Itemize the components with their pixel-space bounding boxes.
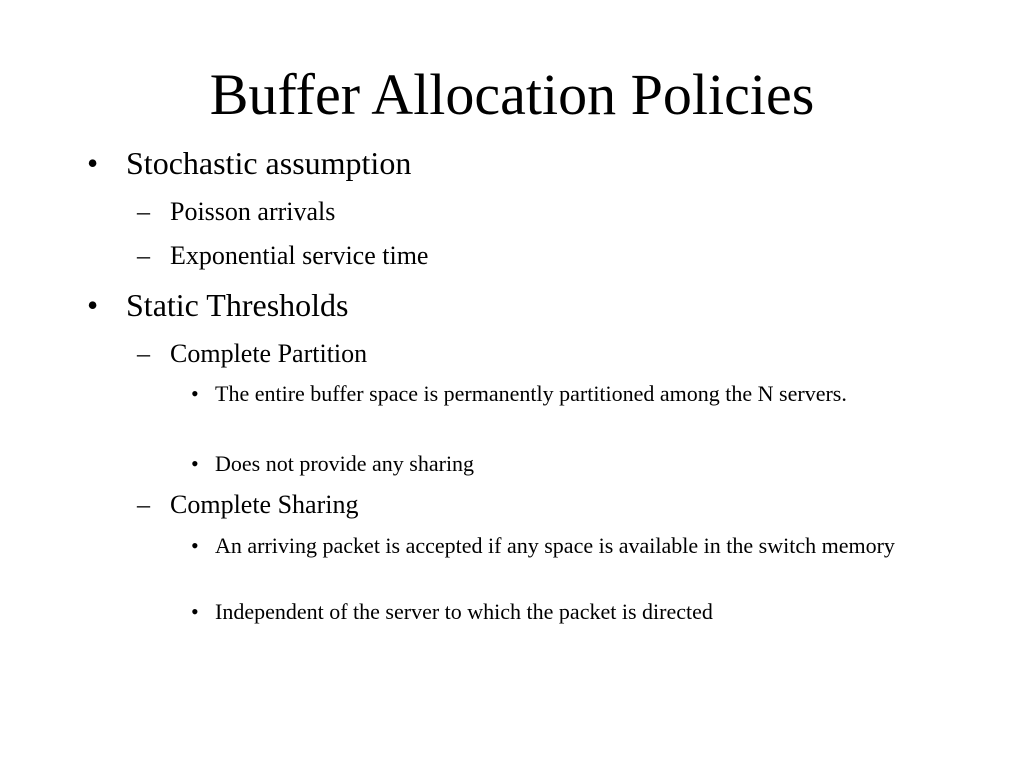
bullet-item-stochastic-assumption [87,144,412,182]
subitem-complete-sharing [137,489,359,521]
detail-item-no-sharing [191,450,945,478]
detail-text: The entire buffer space is permanently partitioned among the N servers. [215,381,847,406]
dash-marker: – [137,339,150,368]
detail-item-arriving-packet [191,532,945,560]
detail-text: Does not provide any sharing [215,451,475,476]
subitem-poisson-arrivals [137,196,336,228]
detail-item-entire-buffer [191,380,945,408]
bullet-text: Static Thresholds [126,287,349,323]
slide-title: Buffer Allocation Policies [209,62,815,127]
bullet-marker: • [87,287,99,323]
detail-item-independent-of-server [191,598,945,626]
bullet-marker: • [87,145,99,181]
bullet-marker: • [191,451,199,476]
subitem-text: Complete Sharing [170,490,359,519]
subitem-complete-partition [137,338,368,370]
subitem-text: Complete Partition [170,339,368,368]
dash-marker: – [137,490,150,519]
subitem-text: Exponential service time [170,241,429,270]
bullet-marker: • [191,533,199,558]
bullet-marker: • [191,599,199,624]
bullet-marker: • [191,381,199,406]
detail-text: An arriving packet is accepted if any space is available in the switch memory [215,533,895,558]
detail-text: Independent of the server to which the packet is directed [215,599,713,624]
subitem-exponential-service-time [137,240,429,272]
dash-marker: – [137,241,150,270]
bullet-item-static-thresholds [87,286,349,324]
bullet-text: Stochastic assumption [126,145,412,181]
subitem-text: Poisson arrivals [170,197,336,226]
dash-marker: – [137,197,150,226]
